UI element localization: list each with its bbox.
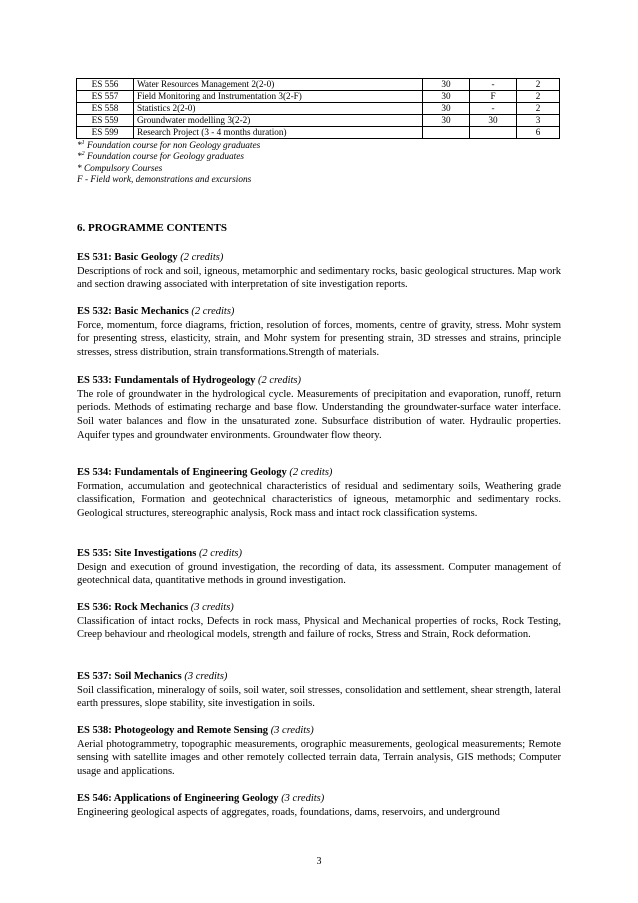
lecture-hours: 30 [423, 115, 470, 127]
course-code: ES 557 [77, 91, 134, 103]
course-code: ES 559 [77, 115, 134, 127]
course-title: Statistics 2(2-0) [134, 103, 423, 115]
table-row [77, 127, 560, 139]
footnote-superscript: 2 [81, 151, 85, 158]
course-description: Design and execution of ground investigation, the recording of data, its assessment. Computer management of geotechnical data, quantitative methods in ground investigation. [77, 561, 561, 587]
course-title: Water Resources Management 2(2-0) [134, 79, 423, 91]
table-footnotes [77, 141, 260, 186]
practical-hours: - [470, 79, 517, 91]
lecture-hours: 30 [423, 79, 470, 91]
course-code: ES 556 [77, 79, 134, 91]
course-credit-label: (2 credits) [180, 252, 224, 263]
course-credits: 2 [517, 79, 560, 91]
practical-hours [470, 127, 517, 139]
course-block [77, 305, 561, 360]
course-credit-label: (3 credits) [281, 793, 325, 804]
practical-hours: 30 [470, 115, 517, 127]
table-row [77, 79, 560, 91]
course-block [77, 792, 561, 819]
course-heading [77, 305, 561, 319]
footnote-foundation-non-geology [77, 141, 260, 152]
course-name: ES 536: Rock Mechanics [77, 602, 189, 613]
course-description: The role of groundwater in the hydrological cycle. Measurements of precipitation and evaporation, runoff, return periods. Methods of estimating recharge and base flow. Understanding the groundwater-surface water interface. Soil water balances and flow in the unsaturated zone. Subsurface distribution of water. Hydraulic properties. Aquifer types and groundwater environments. Groundwater flow theory. [77, 388, 561, 441]
course-heading [77, 466, 561, 480]
course-credits: 3 [517, 115, 560, 127]
course-code: ES 599 [77, 127, 134, 139]
course-block [77, 251, 561, 292]
lecture-hours [423, 127, 470, 139]
practical-hours: F [470, 91, 517, 103]
course-name: ES 534: Fundamentals of Engineering Geology [77, 467, 287, 478]
course-heading [77, 670, 561, 684]
table-row [77, 115, 560, 127]
course-credit-label: (2 credits) [257, 375, 302, 386]
course-block [77, 466, 561, 521]
footnote-foundation-geology [77, 152, 260, 163]
footnote-text: Foundation course for Geology graduates [84, 152, 244, 163]
practical-hours: - [470, 103, 517, 115]
course-title: Research Project (3 - 4 months duration) [134, 127, 423, 139]
course-code: ES 558 [77, 103, 134, 115]
footnote-superscript: 1 [81, 139, 85, 146]
course-description: Descriptions of rock and soil, igneous, metamorphic and sedimentary rocks, basic geological structures. Map work and section drawing associated with interpretation of site investigation reports. [77, 265, 561, 291]
course-credit-label: (3 credits) [184, 671, 228, 682]
footnote-text: Foundation course for non Geology graduates [84, 141, 261, 151]
course-name: ES 538: Photogeology and Remote Sensing [77, 725, 269, 736]
lecture-hours: 30 [423, 91, 470, 103]
course-description: Aerial photogrammetry, topographic measurements, orographic measurements, geological measurements; Remote sensing with satellite images and other remotely collected terrain data, Terrain analysis, GIS methods; Computer usage and applications. [77, 738, 561, 778]
course-name: ES 537: Soil Mechanics [77, 671, 182, 682]
course-credit-label: (2 credits) [191, 306, 235, 317]
course-heading [77, 724, 561, 738]
course-description: Formation, accumulation and geotechnical characteristics of residual and sedimentary soils, Weathering grade classification, Formation and geotechnical characteristics of igneous, metamorphic and sedimentary rocks. Geological structures, stereographic analysis, Rock mass and intact rock classification systems. [77, 480, 561, 520]
course-heading [77, 251, 561, 265]
course-credits: 2 [517, 91, 560, 103]
course-credits: 2 [517, 103, 560, 115]
footnote-mark: * [77, 152, 82, 163]
course-title: Groundwater modelling 3(2-2) [134, 115, 423, 127]
course-name: ES 533: Fundamentals of Hydrogeology [77, 375, 256, 386]
footnote-mark: * [77, 141, 82, 151]
course-heading [77, 792, 561, 806]
table-row [77, 91, 560, 103]
course-table [76, 78, 560, 139]
course-block [77, 601, 561, 642]
course-heading [77, 547, 561, 561]
course-name: ES 546: Applications of Engineering Geology [77, 793, 279, 804]
lecture-hours: 30 [423, 103, 470, 115]
page-number: 3 [316, 856, 322, 867]
course-credit-label: (3 credits) [270, 725, 314, 736]
course-block [77, 547, 561, 588]
course-credit-label: (2 credits) [198, 548, 242, 559]
course-title: Field Monitoring and Instrumentation 3(2-F) [134, 91, 423, 103]
course-credit-label: (2 credits) [289, 467, 333, 478]
course-name: ES 531: Basic Geology [77, 252, 178, 263]
course-name: ES 532: Basic Mechanics [77, 306, 189, 317]
footnote-compulsory: * Compulsory Courses [77, 163, 163, 174]
section-heading: 6. PROGRAMME CONTENTS [77, 222, 228, 234]
course-block [77, 374, 561, 443]
footnote-field-work: F - Field work, demonstrations and excursions [77, 174, 252, 185]
course-description: Engineering geological aspects of aggregates, roads, foundations, dams, reservoirs, and underground [77, 806, 500, 818]
course-description: Force, momentum, force diagrams, friction, resolution of forces, moments, centre of gravity, stress. Mohr system for presenting stress, elasticity, strain, and Mohr system for presenting strain, 3D stresses and strains, principle stresses, stress distribution, strain transformations.Strength of materials. [77, 319, 561, 359]
course-description: Classification of intact rocks, Defects in rock mass, Physical and Mechanical properties of rocks, Rock Testing, Creep behaviour and rheological models, strength and failure of rocks, Stress and Strain, Rock deformation. [77, 615, 561, 641]
table-row [77, 103, 560, 115]
course-heading [77, 374, 561, 388]
course-block [77, 670, 561, 711]
course-block [77, 724, 561, 779]
course-name: ES 535: Site Investigations [77, 548, 197, 559]
course-description: Soil classification, mineralogy of soils, soil water, soil stresses, consolidation and settlement, shear strength, lateral earth pressures, slope stability, site investigation in soils. [77, 684, 561, 710]
course-credits: 6 [517, 127, 560, 139]
course-credit-label: (3 credits) [190, 602, 234, 613]
course-heading [77, 601, 561, 615]
